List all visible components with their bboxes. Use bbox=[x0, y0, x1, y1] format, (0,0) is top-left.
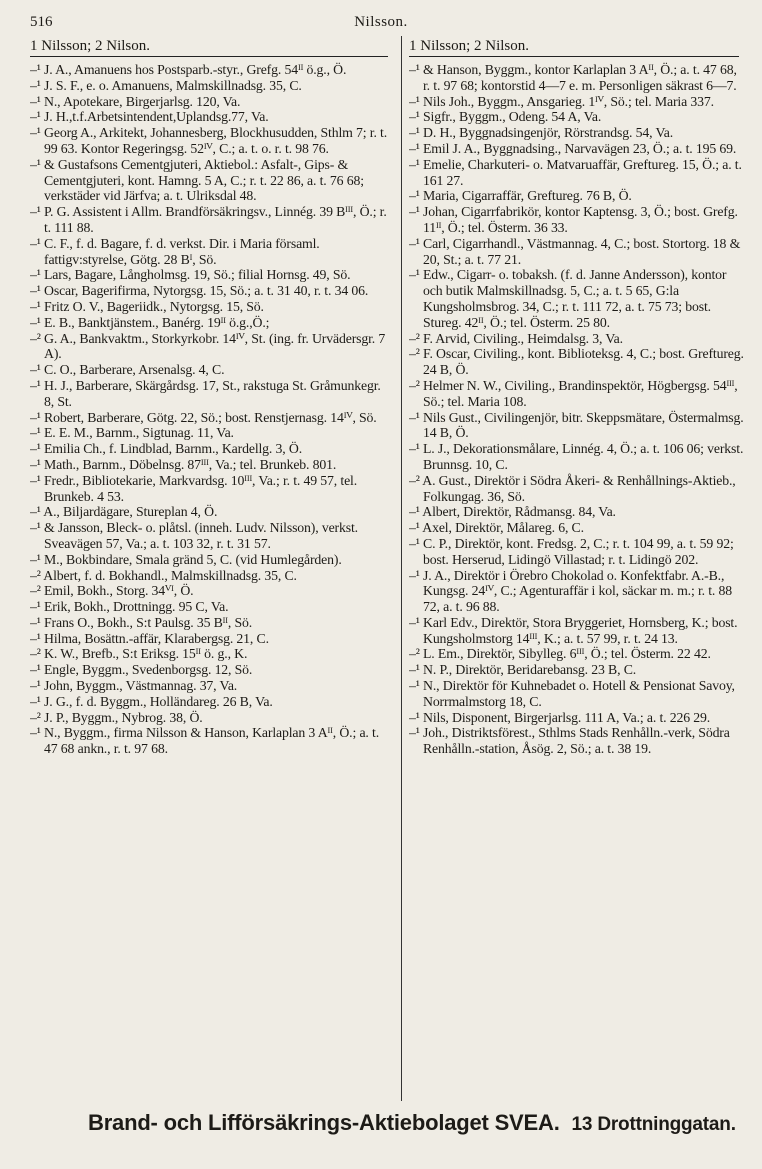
directory-entry: –¹ Sigfr., Byggm., Odeng. 54 A, Va. bbox=[409, 109, 602, 125]
directory-entry: –¹ Axel, Direktör, Målareg. 6, C. bbox=[409, 520, 584, 536]
directory-entry: –¹ C. O., Barberare, Arsenalsg. 4, C. bbox=[30, 362, 225, 378]
directory-entry: –¹ Oscar, Bagerifirma, Nytorgsg. 15, Sö.; a. t. 31 40, r. t. 34 06. bbox=[30, 283, 369, 299]
directory-entry: –¹ Emilia Ch., f. Lindblad, Barnm., Kardellg. 3, Ö. bbox=[30, 441, 302, 457]
directory-entry: –¹ Fredr., Bibliotekarie, Markvardsg. 10ᴵᴵᴵ, Va.; r. t. 49 57, tel. Brunkeb. 4 53. bbox=[30, 472, 358, 504]
directory-entry: –¹ Emil J. A., Byggnadsing., Narvavägen 23, Ö.; a. t. 195 69. bbox=[409, 140, 737, 156]
directory-entry: –² L. Em., Direktör, Sibylleg. 6ᴵᴵᴵ, Ö.; tel. Österm. 22 42. bbox=[409, 646, 711, 662]
directory-entry: –¹ Erik, Bokh., Drottningg. 95 C, Va. bbox=[30, 599, 229, 615]
directory-entry: –¹ Fritz O. V., Bageriidk., Nytorgsg. 15, Sö. bbox=[30, 298, 264, 314]
directory-entry: –¹ N., Byggm., firma Nilsson & Hanson, Karlaplan 3 Aᴵᴵ, Ö.; a. t. 47 68 ankn., r. t. 97 68. bbox=[30, 725, 379, 757]
directory-entry: –¹ & Hanson, Byggm., kontor Karlaplan 3 Aᴵᴵ, Ö.; a. t. 47 68, r. t. 97 68; kontorstid 4—7 e. m. Personligen säkrast 6—7. bbox=[409, 62, 737, 93]
directory-entry: –¹ P. G. Assistent i Allm. Brandförsäkringsv., Linnég. 39 Bᴵᴵᴵ, Ö.; r. t. 111 88. bbox=[30, 204, 387, 235]
directory-entry: –¹ J. A., Amanuens hos Postsparb.-styr., Grefg. 54ᴵᴵ ö.g., Ö. bbox=[30, 62, 347, 77]
directory-entry: –¹ & Gustafsons Cementgjuteri, Aktiebol.: Asfalt-, Gips- & Cementgjuteri, kont. Hamng. 5 A, C.; r. t. 22 86, a. t. 76 68; verkstäder vid Järfva; a. t. Ulriksdal 48. bbox=[30, 156, 364, 204]
directory-entry: –¹ Nils Gust., Civilingenjör, bitr. Skeppsmätare, Östermalmsg. 14 B, Ö. bbox=[409, 409, 744, 441]
running-head: Nilsson. bbox=[354, 14, 408, 30]
directory-entry: –¹ Carl, Cigarrhandl., Västmannag. 4, C.; bost. Stortorg. 18 & 20, St.; a. t. 77 21. bbox=[409, 235, 741, 267]
directory-entry: –¹ Math., Barnm., Döbelnsg. 87ᴵᴵᴵ, Va.; tel. Brunkeb. 801. bbox=[30, 456, 337, 472]
directory-entry: –¹ Albert, Direktör, Rådmansg. 84, Va. bbox=[409, 504, 616, 520]
left-column-head: 1 Nilsson; 2 Nilson. bbox=[30, 38, 388, 57]
directory-entry: –¹ E. E. M., Barnm., Sigtunag. 11, Va. bbox=[30, 425, 234, 441]
directory-entry: –¹ L. J., Dekorationsmålare, Linnég. 4, Ö.; a. t. 106 06; verkst. Brunnsg. 10, C. bbox=[409, 441, 744, 472]
directory-entry: –¹ Engle, Byggm., Svedenborgsg. 12, Sö. bbox=[30, 662, 253, 678]
directory-entry: –¹ H. J., Barberare, Skärgårdsg. 17, St., rakstuga St. Gråmunkegr. 8, St. bbox=[30, 377, 381, 409]
directory-entry: –¹ J. S. F., e. o. Amanuens, Malmskillnadsg. 35, C. bbox=[30, 77, 302, 93]
directory-entry: –¹ E. B., Banktjänstem., Banérg. 19ᴵᴵ ö.g.,Ö.; bbox=[30, 314, 270, 330]
directory-entry: –¹ N., Direktör för Kuhnebadet o. Hotell & Pensionat Savoy, Norrmalmstorg 18, C. bbox=[409, 678, 735, 709]
advertisement-address: 13 Drottninggatan. bbox=[571, 1114, 736, 1135]
directory-entry: –¹ Emelie, Charkuteri- o. Matvaruaffär, Greftureg. 15, Ö.; a. t. 161 27. bbox=[409, 156, 742, 188]
directory-entry: –¹ J. A., Direktör i Örebro Chokolad o. Konfektfabr. A.-B., Kungsg. 24ᴵⱽ, C.; Agenturaffär i kol, säckar m. m.; r. t. 88 72, a. t. 96 88. bbox=[409, 567, 733, 615]
directory-entry: –¹ J. G., f. d. Byggm., Holländareg. 26 B, Va. bbox=[30, 693, 273, 709]
directory-entry: –² J. P., Byggm., Nybrog. 38, Ö. bbox=[30, 709, 203, 725]
directory-entry: –¹ Karl Edv., Direktör, Stora Bryggeriet, Hornsberg, K.; bost. Kungsholmstorg 14ᴵᴵᴵ, K.; a. t. 57 99, r. t. 24 13. bbox=[409, 614, 738, 646]
directory-entry: –¹ Johan, Cigarrfabrikör, kontor Kaptensg. 3, Ö.; bost. Grefg. 11ᴵᴵ, Ö.; tel. Österm. 36 33. bbox=[409, 204, 738, 235]
advertisement-company: Brand- och Lifförsäkrings-Aktiebolaget SVEA. bbox=[88, 1110, 560, 1135]
directory-entry: –¹ N. P., Direktör, Beridarebansg. 23 B, C. bbox=[409, 662, 637, 678]
directory-entry: –¹ John, Byggm., Västmannag. 37, Va. bbox=[30, 678, 238, 694]
directory-entry: –¹ Hilma, Bosättn.-affär, Klarabergsg. 21, C. bbox=[30, 630, 269, 646]
directory-entry: –² F. Oscar, Civiling., kont. Biblioteksg. 4, C.; bost. Greftureg. 24 B, Ö. bbox=[409, 346, 744, 378]
left-column bbox=[30, 62, 392, 1102]
advertisement-banner bbox=[88, 1110, 736, 1136]
directory-entry: –¹ Nils Joh., Byggm., Ansgarieg. 1ᴵⱽ, Sö.; tel. Maria 337. bbox=[409, 93, 714, 109]
directory-entry: –² Helmer N. W., Civiling., Brandinspektör, Högbergsg. 54ᴵᴵᴵ, Sö.; tel. Maria 108. bbox=[409, 377, 738, 409]
directory-entry: –¹ Frans O., Bokh., S:t Paulsg. 35 Bᴵᴵ, Sö. bbox=[30, 614, 253, 630]
directory-entry: –¹ Robert, Barberare, Götg. 22, Sö.; bost. Renstjernasg. 14ᴵⱽ, Sö. bbox=[30, 409, 377, 425]
right-column-head: 1 Nilsson; 2 Nilson. bbox=[409, 38, 739, 57]
directory-entry: –² A. Gust., Direktör i Södra Åkeri- & Renhållnings-Aktieb., Folkungag. 36, Sö. bbox=[409, 472, 736, 504]
directory-entry: –¹ D. H., Byggnadsingenjör, Rörstrandsg. 54, Va. bbox=[409, 125, 674, 141]
directory-entry: –¹ Nils, Disponent, Birgerjarlsg. 111 A, Va.; a. t. 226 29. bbox=[409, 709, 711, 725]
directory-entry: –¹ Edw., Cigarr- o. tobaksh. (f. d. Janne Andersson), kontor och butik Malmskillnadsg. 5, C.; a. t. 5 65, G:la Kungsholmsbrog. 34, C.; r. t. 111 72, a. t. 75 73; bost. Stureg. 42ᴵᴵ, Ö.; tel. Österm. 25 80. bbox=[409, 267, 727, 330]
directory-entry: –¹ Joh., Distriktsförest., Sthlms Stads Renhålln.-verk, Södra Renhålln.-station, Åsög. 2, Sö.; a. t. 38 19. bbox=[409, 725, 730, 757]
directory-entry: –² G. A., Bankvaktm., Storkyrkobr. 14ᴵⱽ, St. (ing. fr. Urvädersgr. 7 A). bbox=[30, 330, 386, 362]
directory-entry: –¹ A., Biljardägare, Stureplan 4, Ö. bbox=[30, 504, 218, 520]
right-column bbox=[409, 62, 744, 1102]
directory-entry: –² K. W., Brefb., S:t Eriksg. 15ᴵᴵ ö. g., K. bbox=[30, 646, 248, 662]
directory-entry: –² Emil, Bokh., Storg. 34ⱽᴵ, Ö. bbox=[30, 583, 194, 599]
directory-entry: –² F. Arvid, Civiling., Heimdalsg. 3, Va. bbox=[409, 330, 623, 346]
page-number: 516 bbox=[30, 14, 53, 30]
directory-entry: –¹ & Jansson, Bleck- o. plåtsl. (inneh. Ludv. Nilsson), verkst. Sveavägen 57, Va.; a. t. 103 32, r. t. 31 57. bbox=[30, 520, 358, 551]
directory-entry: –¹ Georg A., Arkitekt, Johannesberg, Blockhusudden, Sthlm 7; r. t. 99 63. Kontor Regeringsg. 52ᴵⱽ, C.; a. t. o. r. t. 98 76. bbox=[30, 125, 388, 156]
directory-entry: –¹ C. F., f. d. Bagare, f. d. verkst. Dir. i Maria församl. fattigv:styrelse, Götg. 28 Bᴵ, Sö. bbox=[30, 235, 320, 267]
directory-entry: –¹ N., Apotekare, Birgerjarlsg. 120, Va. bbox=[30, 93, 241, 109]
directory-entry: –¹ C. P., Direktör, kont. Fredsg. 2, C.; r. t. 104 99, a. t. 59 92; bost. Herserud, Lidingö Villastad; r. t. Lidingö 202. bbox=[409, 535, 734, 567]
directory-entry: –¹ M., Bokbindare, Smala gränd 5, C. (vid Humlegården). bbox=[30, 551, 342, 567]
column-divider bbox=[401, 36, 402, 1101]
directory-entry: –¹ J. H.,t.f.Arbetsintendent,Uplandsg.77, Va. bbox=[30, 109, 269, 125]
directory-entry: –² Albert, f. d. Bokhandl., Malmskillnadsg. 35, C. bbox=[30, 567, 297, 583]
directory-entry: –¹ Lars, Bagare, Långholmsg. 19, Sö.; filial Hornsg. 49, Sö. bbox=[30, 267, 351, 283]
directory-entry: –¹ Maria, Cigarraffär, Greftureg. 76 B, Ö. bbox=[409, 188, 632, 204]
